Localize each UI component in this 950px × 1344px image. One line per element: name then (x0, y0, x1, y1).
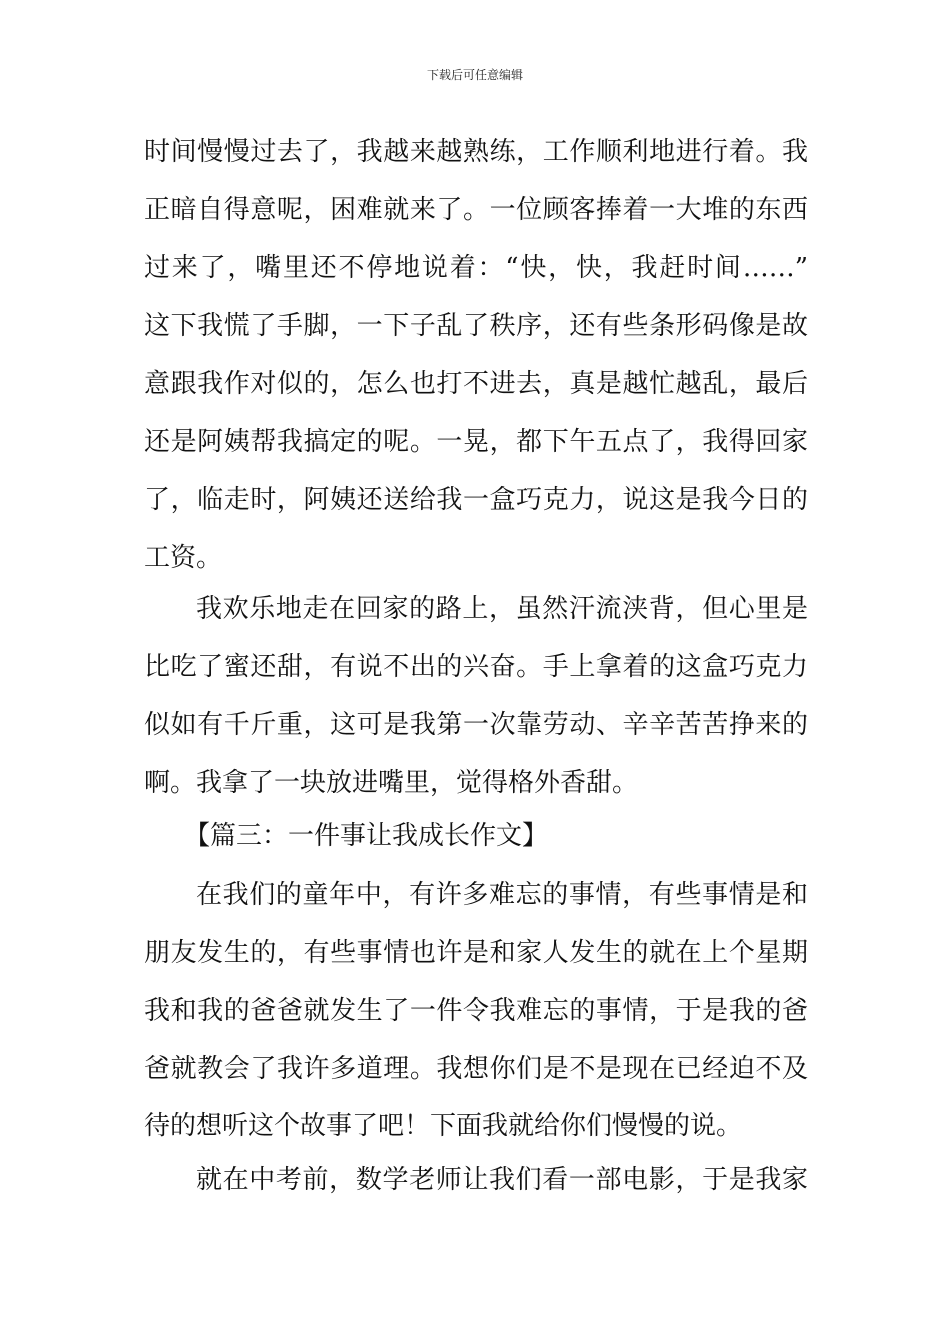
section-heading: 【篇三：一件事让我成长作文】 (184, 821, 549, 851)
text-line: 时间慢慢过去了，我越来越熟练，工作顺利地进行着。我 (144, 137, 808, 167)
text-line: 我和我的爸爸就发生了一件令我难忘的事情，于是我的爸 (144, 996, 808, 1026)
text-line: 正暗自得意呢，困难就来了。一位顾客捧着一大堆的东西 (144, 195, 808, 225)
text-line: 还是阿姨帮我搞定的呢。一晃，都下午五点了，我得回家 (144, 427, 808, 457)
text-line: 朋友发生的，有些事情也许是和家人发生的就在上个星期 (144, 938, 808, 968)
text-line: 在我们的童年中，有许多难忘的事情，有些事情是和 (196, 880, 808, 910)
text-line: 似如有千斤重，这可是我第一次靠劳动、辛辛苦苦挣来的 (144, 710, 808, 740)
text-line: 过来了，嘴里还不停地说着：“快，快，我赶时间……” (144, 253, 808, 283)
text-line: 工资。 (144, 543, 223, 573)
text-line: 意跟我作对似的，怎么也打不进去，真是越忙越乱，最后 (144, 369, 808, 399)
text-line: 就在中考前，数学老师让我们看一部电影，于是我家 (196, 1165, 808, 1195)
text-line: 待的想听这个故事了吧！下面我就给你们慢慢的说。 (144, 1111, 743, 1141)
text-line: 比吃了蜜还甜，有说不出的兴奋。手上拿着的这盒巧克力 (144, 652, 808, 682)
text-line: 我欢乐地走在回家的路上，虽然汗流浃背，但心里是 (196, 594, 808, 624)
text-line: 这下我慌了手脚，一下子乱了秩序，还有些条形码像是故 (144, 311, 808, 341)
text-line: 了，临走时，阿姨还送给我一盒巧克力，说这是我今日的 (144, 485, 808, 515)
page-header: 下载后可任意编辑 (426, 68, 523, 82)
text-line: 啊。我拿了一块放进嘴里，觉得格外香甜。 (144, 768, 639, 798)
text-line: 爸就教会了我许多道理。我想你们是不是现在已经迫不及 (144, 1054, 808, 1084)
